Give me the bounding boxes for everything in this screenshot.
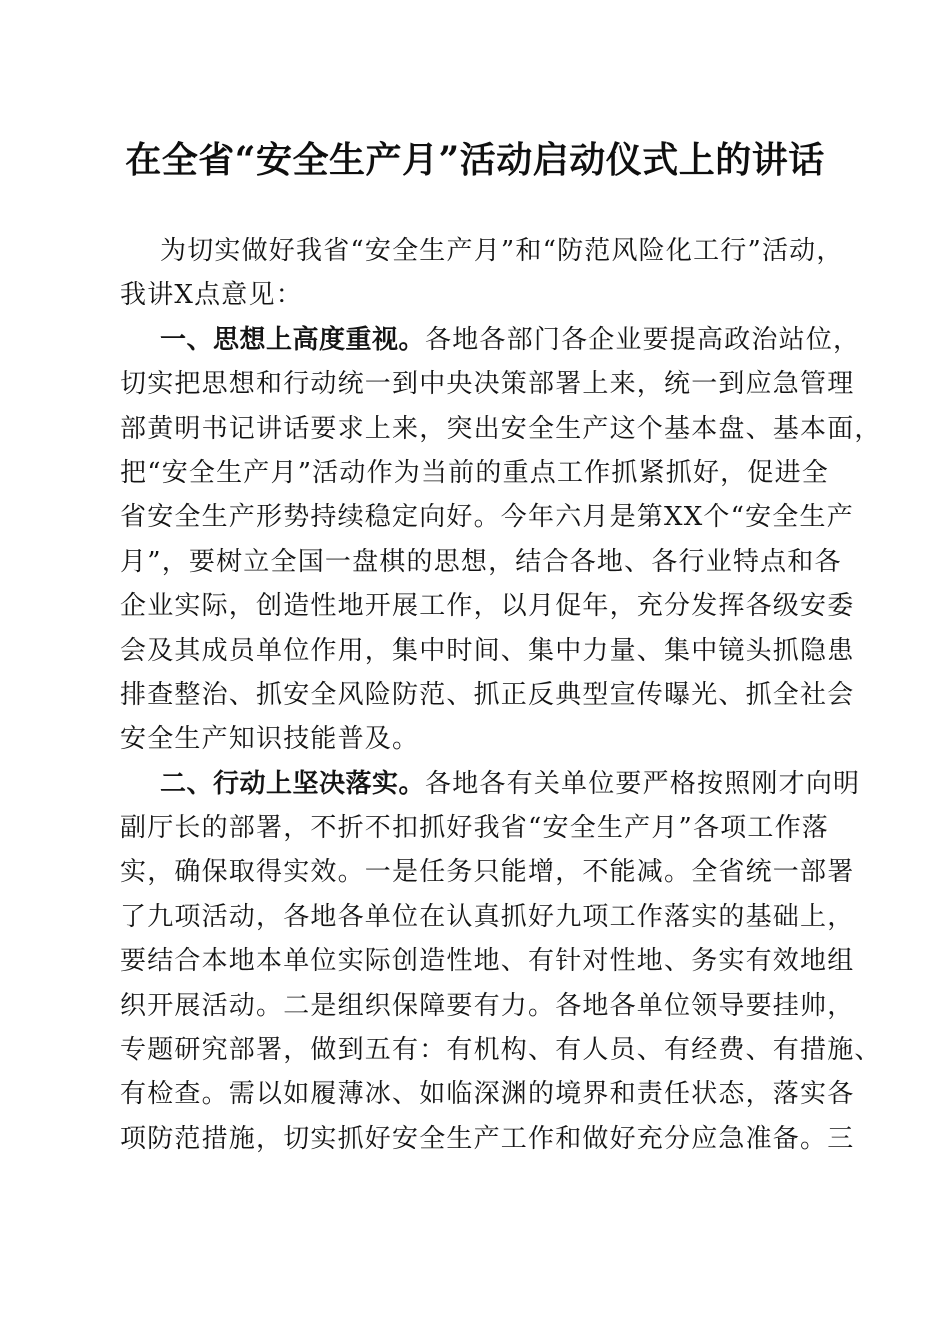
line-text: 有检查。需以如履薄冰、如临深渊的境界和责任状态，落实各 xyxy=(120,1079,855,1110)
text-line xyxy=(120,1028,882,1072)
line-text: 安全生产知识技能普及。 xyxy=(120,724,420,755)
section-heading-line xyxy=(120,762,861,806)
text-line xyxy=(120,984,855,1028)
line-text: 实，确保取得实效。一是任务只能增，不能减。全省统一部署 xyxy=(120,857,855,888)
text-line xyxy=(120,850,855,894)
line-text: 我讲X点意见： xyxy=(120,280,303,311)
line-text: 要结合本地本单位实际创造性地、有针对性地、务实有效地组 xyxy=(120,946,855,977)
text-line xyxy=(120,273,840,317)
document-body xyxy=(120,229,882,1161)
line-text: 各地各有关单位要严格按照刚才向明 xyxy=(425,768,861,799)
line-text: 排查整治、抓安全风险防范、抓正反典型宣传曝光、抓全社会 xyxy=(120,679,855,710)
text-line xyxy=(120,717,840,761)
line-text: 企业实际，创造性地开展工作，以月促年，充分发挥各级安委 xyxy=(120,591,855,622)
line-text: 专题研究部署，做到五有：有机构、有人员、有经费、有措施、 xyxy=(120,1035,882,1066)
line-text: 项防范措施，切实抓好安全生产工作和做好充分应急准备。三 xyxy=(120,1123,855,1154)
line-text: 了九项活动，各地各单位在认真抓好九项工作落实的基础上， xyxy=(120,901,855,932)
line-text: 织开展活动。二是组织保障要有力。各地各单位领导要挂帅， xyxy=(120,990,855,1021)
line-text: 切实把思想和行动统一到中央决策部署上来，统一到应急管理 xyxy=(120,369,855,400)
text-line xyxy=(120,673,855,717)
text-line xyxy=(120,407,882,451)
text-line xyxy=(120,362,855,406)
line-text: 会及其成员单位作用，集中时间、集中力量、集中镜头抓隐患 xyxy=(120,635,855,666)
text-line xyxy=(120,451,840,495)
text-line xyxy=(120,806,840,850)
line-text: 为切实做好我省“安全生产月”和“防范风险化工行”活动， xyxy=(160,236,844,266)
text-line xyxy=(120,229,844,273)
section-heading-line xyxy=(120,318,861,362)
line-text: 把“安全生产月”活动作为当前的重点工作抓紧抓好，促进全 xyxy=(120,457,829,488)
text-line xyxy=(120,1117,855,1161)
line-text: 副厅长的部署，不折不扣抓好我省“安全生产月”各项工作落 xyxy=(120,813,829,844)
line-text: 部黄明书记讲话要求上来，突出安全生产这个基本盘、基本面， xyxy=(120,413,882,444)
section-heading: 一、思想上高度重视。 xyxy=(160,324,426,355)
line-text: 省安全生产形势持续稳定向好。今年六月是第XX个“安全生产 xyxy=(120,502,854,533)
line-text: 各地各部门各企业要提高政治站位， xyxy=(425,324,861,355)
section-heading: 二、行动上坚决落实。 xyxy=(160,768,426,799)
text-line xyxy=(120,629,855,673)
text-line xyxy=(120,495,854,539)
text-line xyxy=(120,1072,855,1116)
text-line xyxy=(120,939,855,983)
text-line xyxy=(120,540,840,584)
line-text: 月”，要树立全国一盘棋的思想，结合各地、各行业特点和各 xyxy=(120,546,842,577)
document-title: 在全省“安全生产月”活动启动仪式上的讲话 xyxy=(125,139,825,181)
text-line xyxy=(120,895,855,939)
text-line xyxy=(120,584,855,628)
